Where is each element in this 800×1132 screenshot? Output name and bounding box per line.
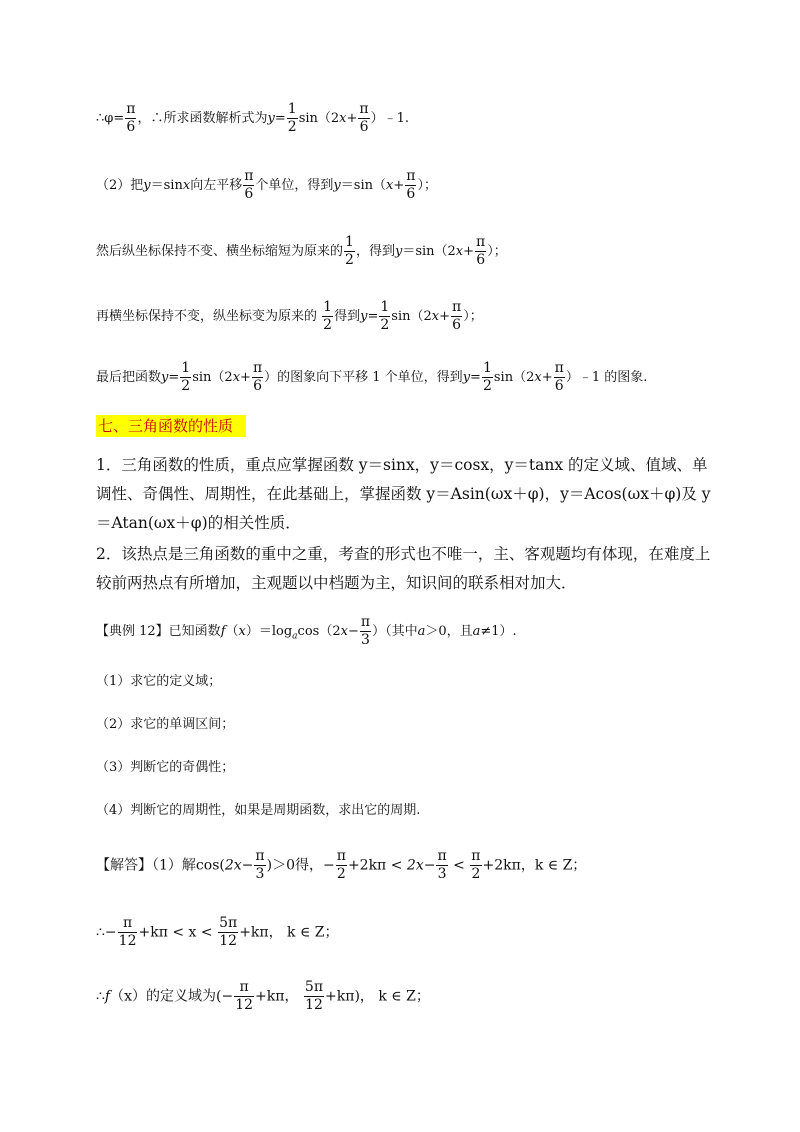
numerator: π	[452, 299, 462, 315]
numerator: 1	[323, 299, 333, 315]
var-2x: 2x	[224, 857, 242, 874]
denominator: 12	[118, 933, 137, 949]
denominator: 2	[482, 378, 492, 394]
numerator: 1	[380, 299, 390, 315]
paren: )	[354, 988, 360, 1005]
paragraph-2: 2．该热点是三角函数的重中之重，考查的形式也不唯一，主、客观题均有体现，在难度上较前两热点有所增加，主观题以中档题为主，知识间的联系相对加大．	[96, 545, 711, 592]
equals: =	[168, 370, 180, 385]
k-in-z: ，k ∈ Z；	[520, 857, 587, 874]
var-f: f	[220, 624, 226, 639]
denominator: 3	[437, 866, 447, 882]
numerator: π	[252, 360, 263, 376]
term: +kπ	[239, 924, 269, 941]
denominator: 6	[452, 317, 462, 333]
solution-line-down-shift	[96, 360, 720, 395]
fraction-1-over-2	[379, 299, 390, 334]
minus: −	[347, 624, 359, 639]
var-y: y	[394, 244, 403, 259]
var-x: x	[455, 244, 464, 259]
condition-text: ）（其中	[372, 624, 418, 639]
var-x: x	[238, 624, 246, 639]
cos-text: cos（2	[297, 624, 341, 639]
plus: +	[240, 370, 251, 385]
question-4: （4）判断它的周期性，如果是周期函数，求出它的周期.	[96, 803, 421, 818]
var-y: y	[143, 178, 151, 193]
var-x: x	[340, 624, 348, 639]
question-2: （2）求它的单调区间；	[96, 717, 235, 732]
numerator: π	[336, 848, 346, 864]
plus: +	[346, 111, 358, 126]
numerator: π	[476, 234, 486, 250]
text-vertical: 再横坐标保持不变，纵坐标变为原来的	[96, 309, 318, 324]
less-than: <	[448, 857, 465, 874]
numerator: π	[118, 915, 138, 933]
var-x: x	[385, 178, 394, 193]
var-y: y	[360, 309, 368, 324]
minus: −	[423, 857, 436, 874]
paragraph-1: 1．三角函数的性质，重点应掌握函数 y＝sinx，y＝cosx，y＝tanx 的定义域、值域、单调性、奇偶性、周期性，在此基础上，掌握函数 y＝Asin(ωx＋φ)，y＝Acos(ωx＋φ)及 y＝Atan(ωx＋φ)的相关性质．	[96, 456, 711, 532]
term: +kπ，	[255, 988, 299, 1005]
var-a: a	[472, 624, 481, 639]
fraction-1-over-2	[322, 299, 333, 334]
numerator: 5π	[304, 979, 324, 995]
fraction-pi-over-6	[252, 360, 263, 395]
text-shift-down: ）的图象向下平移 1 个单位，得到	[264, 370, 463, 385]
numerator: 1	[482, 360, 492, 376]
answer-label: 【解答】（1）解	[96, 857, 196, 874]
plus: +	[439, 309, 451, 324]
var-y: y	[161, 370, 169, 385]
term: +kπ	[138, 924, 168, 941]
term: +2kπ	[482, 857, 521, 874]
denominator: 6	[359, 119, 369, 135]
paren: )	[266, 857, 273, 874]
var-y: y	[333, 178, 341, 193]
close-text: ）；	[487, 244, 507, 259]
k-in-z: ， k ∈ Z；	[359, 988, 430, 1005]
eq-sin: ＝sin	[150, 178, 183, 193]
paren: （	[225, 624, 239, 639]
plus: +	[463, 244, 475, 259]
denominator: 12	[219, 933, 238, 949]
example-label: 【典例 12】已知函数	[96, 624, 221, 639]
solution-line-shift	[96, 168, 720, 203]
denominator: 6	[253, 378, 262, 394]
denominator: 6	[554, 378, 564, 394]
denominator: 2	[323, 317, 333, 333]
solution-line-phi	[96, 101, 720, 136]
sin-text: sin（2	[298, 111, 340, 126]
numerator: 1	[345, 234, 354, 250]
close-text: ）﹣1 的图象.	[565, 370, 648, 385]
fraction-pi-over-3	[436, 848, 447, 883]
minus: −	[323, 857, 335, 874]
fraction-pi-over-12	[234, 979, 254, 1014]
term: +kπ	[325, 988, 355, 1005]
denominator: 2	[287, 119, 297, 135]
less-than: <	[386, 857, 403, 874]
denominator: 6	[476, 252, 486, 268]
condition-text: ＞0，且	[425, 624, 473, 639]
therefore: ∴	[96, 924, 105, 941]
condition-text: ≠1）.	[480, 624, 517, 639]
numerator: 1	[287, 101, 297, 117]
text: ＞0得，	[272, 857, 323, 874]
paren: (	[216, 988, 222, 1005]
close-text: ）；	[417, 178, 437, 193]
numerator: π	[471, 848, 481, 864]
fraction-5pi-over-12	[304, 979, 324, 1014]
fraction-pi-over-3	[254, 848, 265, 883]
solution-line-compress	[96, 234, 720, 269]
denominator: 2	[471, 866, 481, 882]
fraction-1-over-2	[287, 101, 298, 136]
question-1: （1）求它的定义域；	[96, 674, 222, 689]
close-text: ）﹣1.	[370, 111, 410, 126]
text-compress: 然后纵坐标保持不变、横坐标缩短为原来的	[96, 244, 344, 259]
numerator: 1	[181, 360, 191, 376]
var-x: x	[182, 178, 191, 193]
text-finally: 最后把函数	[96, 370, 162, 385]
text-get: 得到	[334, 309, 361, 324]
text-shift-left: 向左平移	[190, 178, 243, 193]
numerator: π	[359, 101, 369, 117]
equals: =	[470, 370, 481, 385]
fraction-pi-over-12	[118, 915, 138, 950]
fraction-pi-over-6	[125, 101, 136, 136]
fraction-5pi-over-12	[218, 915, 238, 950]
denominator: 12	[235, 997, 254, 1013]
equals: =	[274, 111, 286, 126]
minus: −	[221, 988, 234, 1005]
equals: =	[367, 309, 379, 324]
numerator: π	[360, 614, 371, 630]
fraction-1-over-2	[344, 234, 355, 269]
var-x: x	[534, 370, 542, 385]
fraction-pi-over-6	[243, 168, 254, 203]
fraction-pi-over-2	[470, 848, 481, 883]
fraction-pi-over-3	[360, 614, 371, 649]
close-text: ）；	[463, 309, 483, 324]
question-3: （3）判断它的奇偶性；	[96, 760, 235, 775]
denominator: 12	[305, 997, 323, 1013]
k-in-z: ， k ∈ Z；	[268, 924, 339, 941]
numerator: π	[554, 360, 564, 376]
numerator: 5π	[219, 915, 238, 931]
fraction-pi-over-6	[475, 234, 486, 269]
section-title: 七、三角函数的性质	[98, 417, 234, 435]
var-f: f	[104, 988, 111, 1005]
sin-text: sin（2	[192, 370, 233, 385]
var-2x: 2x	[406, 857, 424, 874]
inequality: < x <	[167, 924, 213, 941]
fraction-1-over-2	[482, 360, 493, 395]
eq-sin: ＝sin（2	[402, 244, 456, 259]
text-units: 个单位，得到	[255, 178, 334, 193]
denominator: 2	[380, 317, 390, 333]
fraction-pi-over-6	[554, 360, 565, 395]
numerator: π	[255, 848, 265, 864]
term: +2kπ	[347, 857, 387, 874]
var-x: x	[431, 309, 440, 324]
fraction-pi-over-6	[358, 101, 369, 136]
answer-line-1	[96, 848, 720, 883]
fraction-pi-over-2	[336, 848, 347, 883]
cos-text: cos	[195, 857, 220, 874]
var-y: y	[462, 370, 471, 385]
log-text: ）＝log	[245, 624, 293, 639]
var-x: x	[339, 111, 347, 126]
eq-sin: ＝sin（	[340, 178, 386, 193]
text-expression-intro: ，∴所求函数解析式为	[137, 111, 268, 126]
denominator: 6	[406, 186, 416, 202]
fraction-1-over-2	[180, 360, 191, 395]
var-a: a	[417, 624, 426, 639]
var-x: x	[232, 370, 241, 385]
numerator: π	[126, 101, 136, 117]
numerator: π	[437, 848, 447, 864]
text-phi-eq: ∴φ=	[96, 111, 125, 126]
denominator: 3	[255, 866, 265, 882]
domain-text: （x）的定义域为	[110, 988, 217, 1005]
example-12	[96, 614, 720, 649]
solution-line-vertical	[96, 299, 720, 334]
plus: +	[541, 370, 553, 385]
answer-line-3	[96, 979, 720, 1014]
text-part: （2）把	[96, 178, 144, 193]
sin-text: sin（2	[493, 370, 535, 385]
text-get: ，得到	[355, 244, 395, 259]
plus: +	[393, 178, 405, 193]
numerator: π	[406, 168, 416, 184]
answer-line-2	[96, 915, 720, 950]
numerator: π	[244, 168, 254, 184]
sin-text: sin（2	[391, 309, 432, 324]
minus: −	[241, 857, 254, 874]
denominator: 2	[336, 866, 346, 882]
numerator: π	[234, 979, 254, 997]
fraction-pi-over-6	[451, 299, 462, 334]
denominator: 6	[244, 186, 254, 202]
denominator: 6	[126, 119, 136, 135]
var-y: y	[267, 111, 275, 126]
fraction-pi-over-6	[405, 168, 416, 203]
paren: (	[219, 857, 225, 874]
denominator: 2	[181, 378, 191, 394]
therefore: ∴	[96, 988, 105, 1005]
denominator: 3	[361, 632, 370, 648]
log-base-a: a	[292, 631, 298, 642]
minus: −	[104, 924, 117, 941]
denominator: 2	[345, 252, 354, 268]
